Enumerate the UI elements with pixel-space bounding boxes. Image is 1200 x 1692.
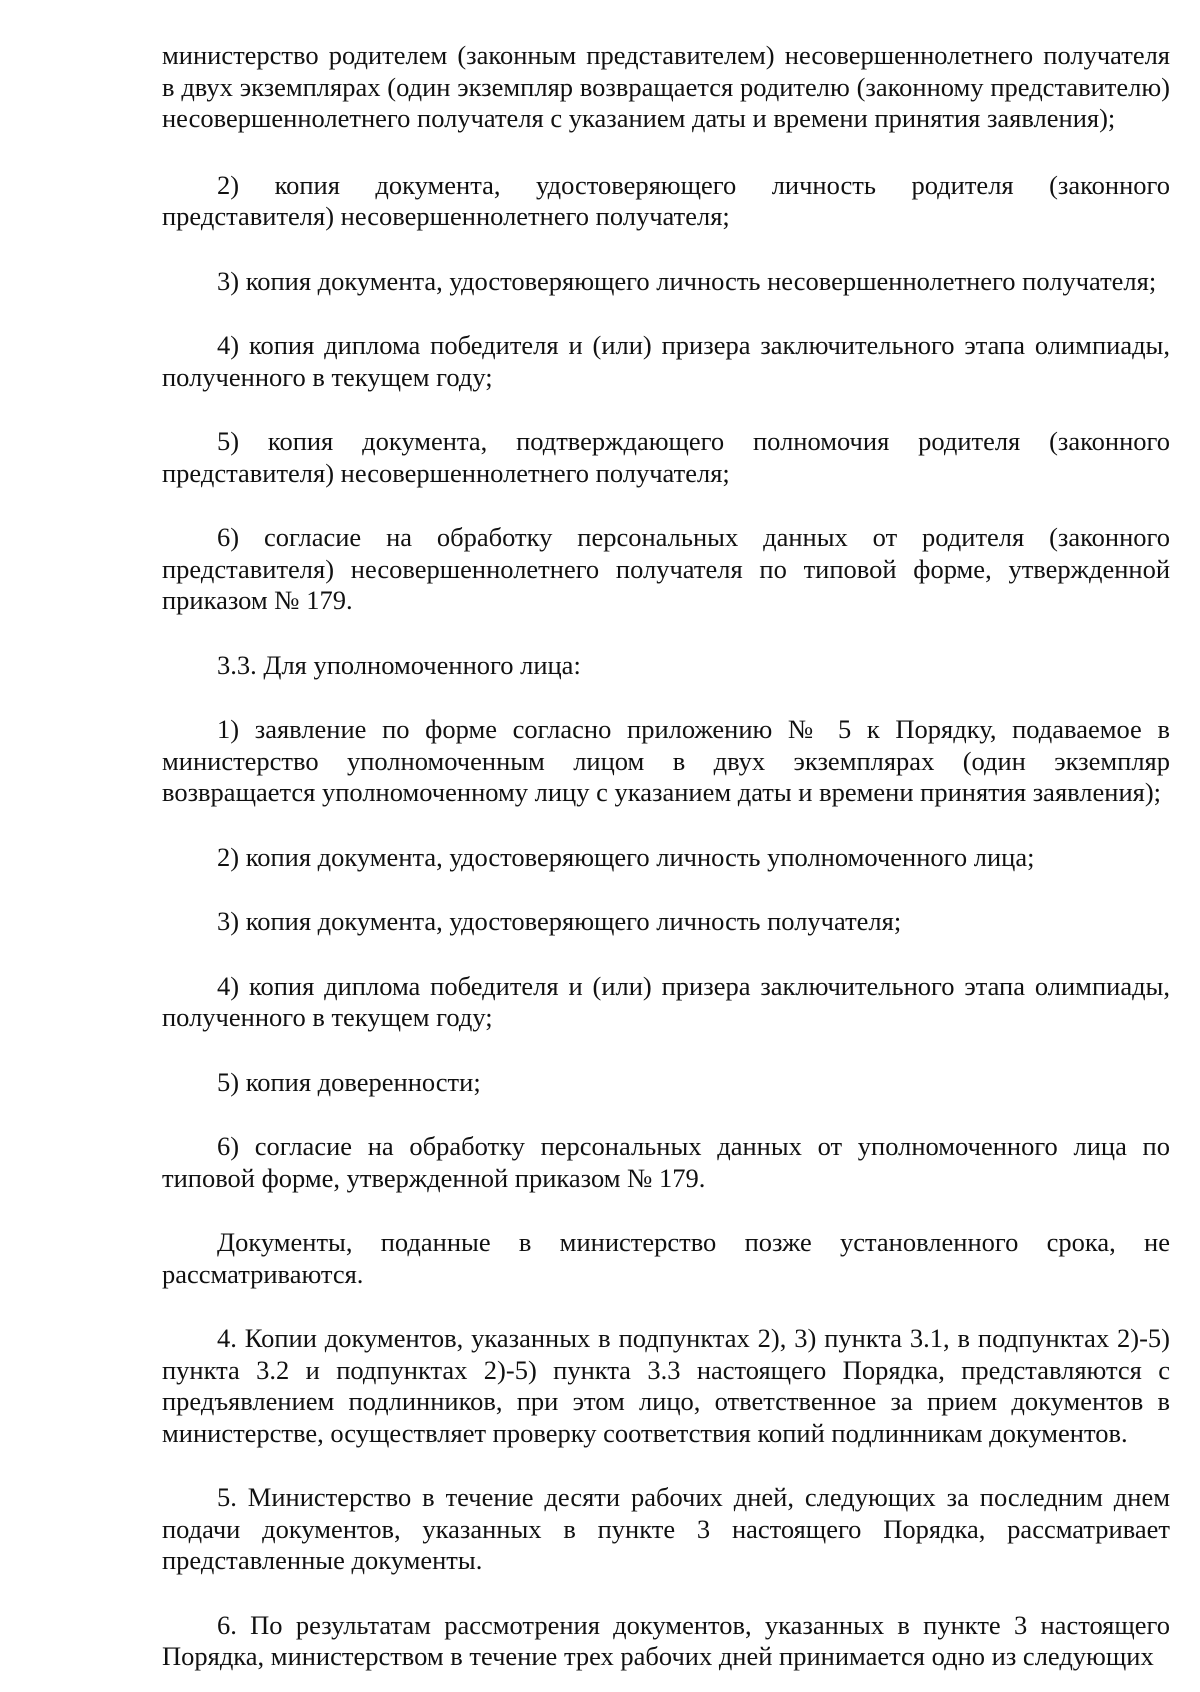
paragraph-item-3-3-4: 4) копия диплома победителя и (или) призера заключительного этапа олимпиады, полученного в текущем году; bbox=[162, 970, 1170, 1032]
paragraph-item-3: 3) копия документа, удостоверяющего личность несовершеннолетнего получателя; bbox=[217, 265, 1157, 296]
paragraph-item-3-3-2: 2) копия документа, удостоверяющего личность уполномоченного лица; bbox=[217, 841, 1035, 872]
paragraph-continuation: министерство родителем (законным представителем) несовершеннолетнего получателя в двух экземплярах (один экземпляр возвращается родителю (законному представителю) несовершеннолетнего получателя с указанием даты и времени принятия заявления); bbox=[162, 40, 1170, 133]
paragraph-item-3-3-1: 1) заявление по форме согласно приложению № 5 к Порядку, подаваемое в министерство уполномоченным лицом в двух экземплярах (один экземпляр возвращается уполномоченному лицу с указанием даты и времени принятия заявления); bbox=[162, 714, 1170, 807]
document-page bbox=[162, 40, 1170, 1673]
paragraph-item-3-3-5: 5) копия доверенности; bbox=[217, 1066, 481, 1097]
paragraph-item-3-3-6: 6) согласие на обработку персональных данных от уполномоченного лица по типовой форме, утвержденной приказом № 179. bbox=[162, 1131, 1170, 1193]
paragraph-point-5: 5. Министерство в течение десяти рабочих дней, следующих за последним днем подачи документов, указанных в пункте 3 настоящего Порядка, рассматривает представленные документы. bbox=[162, 1482, 1170, 1575]
paragraph-item-3-3-3: 3) копия документа, удостоверяющего личность получателя; bbox=[217, 906, 902, 936]
section-heading-3-3: 3.3. Для уполномоченного лица: bbox=[217, 649, 581, 680]
paragraph-point-6: 6. По результатам рассмотрения документов, указанных в пункте 3 настоящего Порядка, министерством в течение трех рабочих дней принимается одно из следующих bbox=[162, 1609, 1170, 1671]
paragraph-item-4: 4) копия диплома победителя и (или) призера заключительного этапа олимпиады, полученного в текущем году; bbox=[162, 330, 1170, 392]
paragraph-item-2: 2) копия документа, удостоверяющего личность родителя (законного представителя) несовершеннолетнего получателя; bbox=[162, 169, 1170, 231]
paragraph-item-6: 6) согласие на обработку персональных данных от родителя (законного представителя) несовершеннолетнего получателя по типовой форме, утвержденной приказом № 179. bbox=[162, 522, 1170, 615]
paragraph-item-5: 5) копия документа, подтверждающего полномочия родителя (законного представителя) несовершеннолетнего получателя; bbox=[162, 426, 1170, 488]
paragraph-late-documents: Документы, поданные в министерство позже установленного срока, не рассматриваются. bbox=[162, 1227, 1170, 1289]
paragraph-point-4: 4. Копии документов, указанных в подпунктах 2), 3) пункта 3.1, в подпунктах 2)-5) пункта 3.2 и подпунктах 2)-5) пункта 3.3 настоящего Порядка, представляются с предъявлением подлинников, при этом лицо, ответственное за прием документов в министерстве, осуществляет проверку соответствия копий подлинникам документов. bbox=[162, 1323, 1170, 1448]
